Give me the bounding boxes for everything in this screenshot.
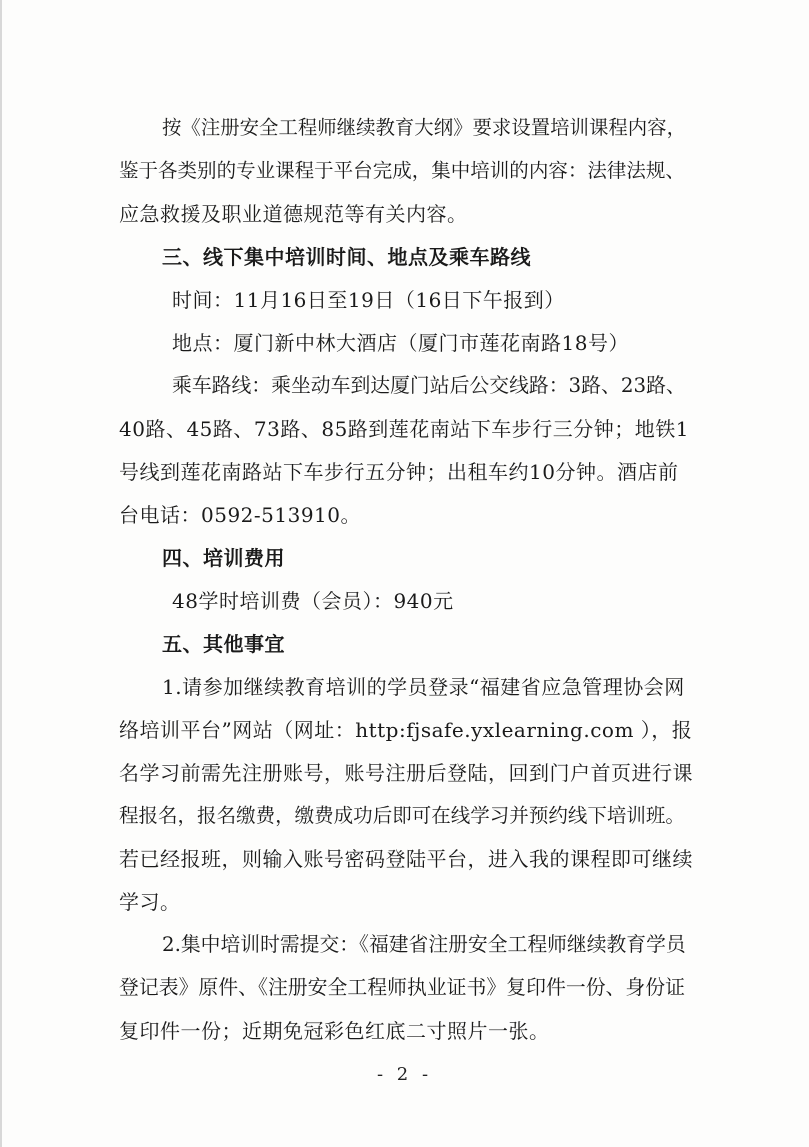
route-line-2: 40路、45路、73路、85路到莲花南站下车步行三分钟；地铁1 — [119, 417, 690, 441]
training-fee: 48学时培训费（会员）：940元 — [172, 589, 454, 613]
page-number: - 2 - — [376, 1064, 433, 1085]
other-item-2-line-1: 2.集中培训时需提交：《福建省注册安全工程师继续教育学员 — [162, 933, 686, 956]
training-time: 时间：11月16日至19日（16日下午报到） — [172, 288, 565, 312]
training-location: 地点：厦门新中林大酒店（厦门市莲花南路18号） — [172, 331, 629, 355]
section-4-heading: 四、培训费用 — [162, 546, 285, 570]
route-line-4: 台电话：0592-513910。 — [119, 503, 362, 527]
other-item-1-line-3: 名学习前需先注册账号，账号注册后登陆，回到门户首页进行课 — [119, 761, 693, 785]
other-item-1-line-1: 1.请参加继续教育培训的学员登录“福建省应急管理协会网 — [162, 675, 685, 699]
other-item-2-line-3: 复印件一份；近期免冠彩色红底二寸照片一张。 — [119, 1019, 550, 1043]
other-item-1-line-5: 若已经报班，则输入账号密码登陆平台，进入我的课程即可继续 — [119, 847, 693, 871]
route-line-3: 号线到莲花南路站下车步行五分钟；出租车约10分钟。酒店前 — [119, 460, 679, 484]
section-5-heading: 五、其他事宜 — [162, 632, 285, 656]
route-line-1: 乘车路线：乘坐动车到达厦门站后公交线路：3路、23路、 — [172, 374, 686, 397]
course-paragraph-line-3: 应急救援及职业道德规范等有关内容。 — [119, 202, 468, 226]
other-item-1-line-2: 络培训平台”网站（网址：http:fjsafe.yxlearning.com ），报 — [119, 718, 693, 742]
other-item-2-line-2: 登记表》原件、《注册安全工程师执业证书》复印件一份、身份证 — [119, 976, 685, 999]
course-paragraph-line-1: 按《注册安全工程师继续教育大纲》要求设置培训课程内容， — [162, 116, 686, 139]
scan-edge — [0, 0, 2, 1147]
section-3-heading: 三、线下集中培训时间、地点及乘车路线 — [162, 245, 531, 269]
other-item-1-line-6: 学习。 — [119, 890, 181, 914]
other-item-1-line-4: 程报名，报名缴费，缴费成功后即可在线学习并预约线下培训班。 — [119, 804, 685, 827]
course-paragraph-line-2: 鉴于各类别的专业课程于平台完成，集中培训的内容：法律法规、 — [119, 159, 685, 182]
